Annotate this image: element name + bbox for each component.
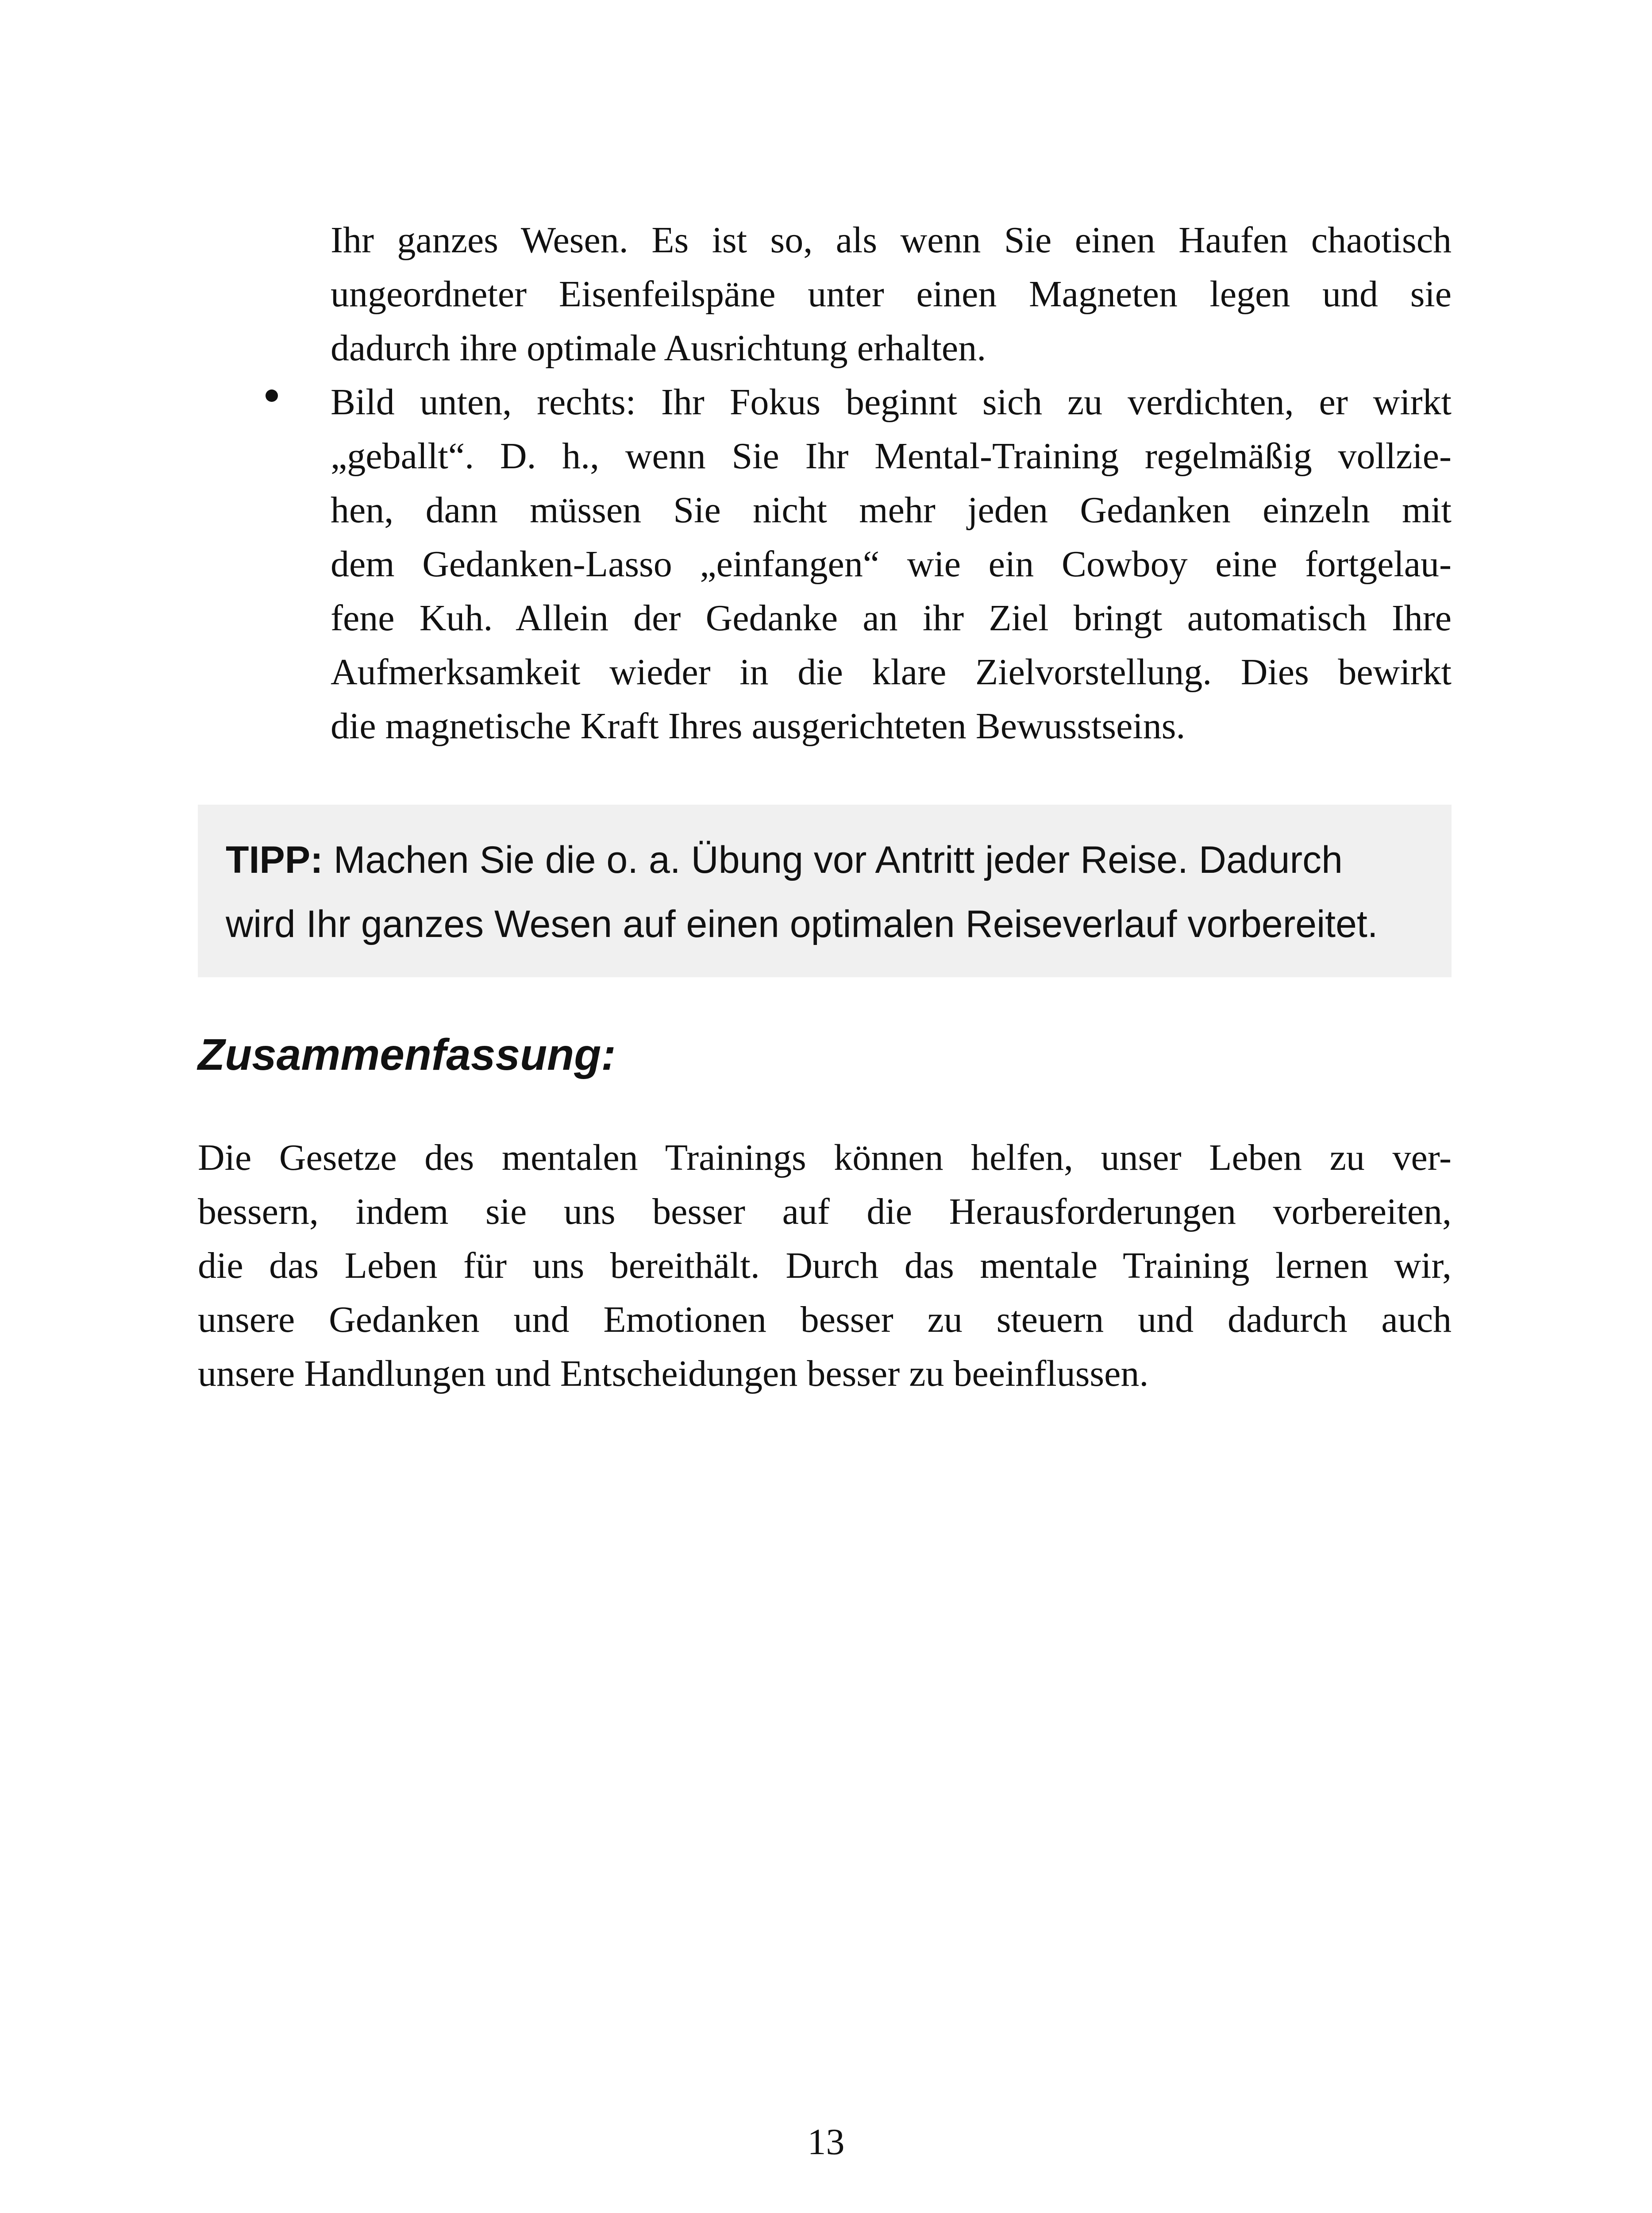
text-line: Aufmerksamkeit wieder in die klare Zielvorstellung. Dies bewirkt (331, 652, 1452, 693)
text-line: Die Gesetze des mentalen Trainings können helfen, unser Leben zu ver- (198, 1137, 1452, 1178)
text-line: fene Kuh. Allein der Gedanke an ihr Ziel bringt automatisch Ihre (331, 598, 1452, 639)
tip-text: Machen Sie die o. a. Übung vor Antritt jeder Reise. Dadurch (323, 839, 1343, 881)
text-line: Ihr ganzes Wesen. Es ist so, als wenn Sie einen Haufen chaotisch (331, 220, 1452, 261)
text-line: dem Gedanken-Lasso „einfangen“ wie ein Cowboy eine fortgelau- (331, 544, 1452, 585)
text-line: „geballt“. D. h., wenn Sie Ihr Mental-Training regelmäßig vollzie- (331, 436, 1452, 477)
text-line: bessern, indem sie uns besser auf die Herausforderungen vorbereiten, (198, 1191, 1452, 1232)
text-line: Bild unten, rechts: Ihr Fokus beginnt sich zu verdichten, er wirkt (331, 382, 1452, 423)
tip-line-2: wird Ihr ganzes Wesen auf einen optimalen Reiseverlauf vorbereitet. (226, 903, 1378, 945)
text-line: unsere Handlungen und Entscheidungen besser zu beeinflussen. (198, 1353, 1149, 1394)
tip-box (198, 805, 1452, 977)
text-line: hen, dann müssen Sie nicht mehr jeden Gedanken einzeln mit (331, 490, 1452, 531)
bullet-icon (266, 389, 278, 402)
text-line: unsere Gedanken und Emotionen besser zu steuern und dadurch auch (198, 1299, 1452, 1340)
tip-line-1 (226, 831, 1422, 889)
text-line: dadurch ihre optimale Ausrichtung erhalten. (331, 328, 986, 369)
text-line: die das Leben für uns bereithält. Durch das mentale Training lernen wir, (198, 1245, 1452, 1286)
section-heading: Zusammenfassung: (198, 1030, 616, 1080)
tip-label: TIPP: (226, 839, 323, 881)
text-line: ungeordneter Eisenfeilspäne unter einen Magneten legen und sie (331, 274, 1452, 315)
page-number: 13 (807, 2121, 845, 2163)
text-line: die magnetische Kraft Ihres ausgerichteten Bewusstseins. (331, 706, 1186, 747)
